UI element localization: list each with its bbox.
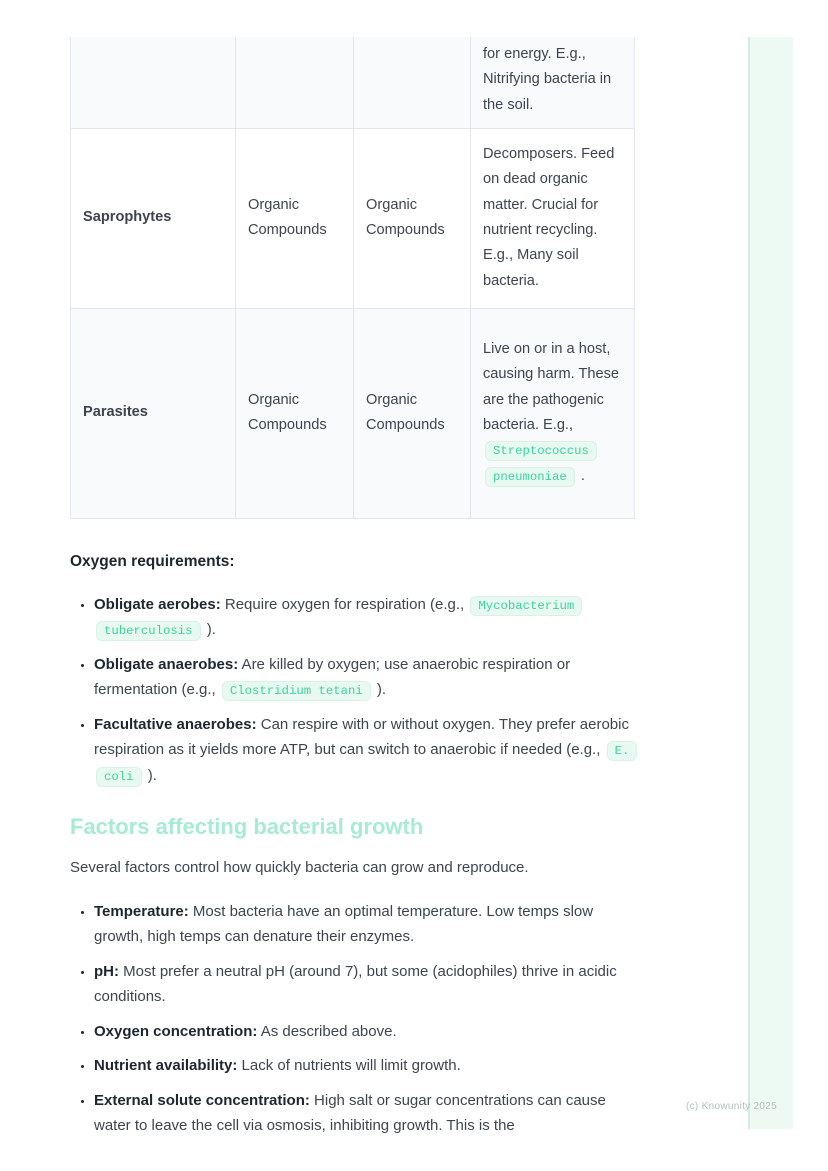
bold-lead-text: Obligate anaerobes: (94, 655, 239, 673)
species-code-chip: Streptococcus pneumoniae (485, 441, 597, 486)
bold-lead-text: Oxygen concentration: (94, 1022, 258, 1040)
table-cell: Organic Compounds (236, 128, 354, 308)
table-cell: Organic Compounds (236, 308, 354, 518)
bold-lead-text: Temperature: (94, 902, 189, 920)
list-item (94, 592, 634, 643)
list-item (94, 1088, 634, 1139)
text-run: Require oxygen for respiration (e.g., (220, 595, 469, 613)
table-cell: Organic Compounds (354, 128, 471, 308)
list-item (94, 899, 634, 950)
list-item (94, 652, 634, 703)
bacteria-nutrition-table (70, 37, 635, 519)
section-heading-growth-factors: Factors affecting bacterial growth (70, 814, 424, 839)
table-cell-type (71, 37, 236, 128)
text-run: Most bacteria have an optimal temperature. Low temps slow growth, high temps can denature their enzymes. (94, 902, 594, 945)
list-item (94, 712, 634, 789)
bold-lead-text: External solute concentration: (94, 1091, 310, 1109)
species-code-chip: Mycobacterium tuberculosis (96, 596, 582, 642)
table-cell (236, 37, 354, 128)
text-run: Lack of nutrients will limit growth. (237, 1057, 461, 1074)
oxygen-requirements-list (70, 592, 634, 789)
species-code-chip: E. coli (96, 741, 637, 787)
growth-intro-paragraph: Several factors control how quickly bacteria can grow and reproduce. (70, 859, 529, 876)
text-run: Are killed by oxygen; use anaerobic respiration or fermentation (e.g., (94, 655, 571, 698)
footer-credit: (c) Knowunity 2025 (686, 1101, 778, 1112)
text-run: ). (202, 621, 216, 638)
text-run: . (576, 467, 585, 484)
page-edge-accent-bar (748, 37, 793, 1129)
list-item (94, 1019, 634, 1045)
oxygen-requirements-heading: Oxygen requirements: (70, 552, 235, 570)
list-item (94, 959, 634, 1010)
table-cell (354, 37, 471, 128)
table-row (71, 128, 635, 308)
text-run: ). (372, 681, 387, 698)
bold-lead-text: Facultative anaerobes: (94, 715, 257, 733)
text-run: ). (143, 766, 157, 784)
text-run: Decomposers. Feed on dead organic matter. Crucial for nutrient recycling. E.g., Many soil bacteria. (483, 145, 615, 289)
text-run: Most prefer a neutral pH (around 7), but some (acidophiles) thrive in acidic conditions. (94, 962, 617, 1005)
text-run: High salt or sugar concentrations can cause water to leave the cell via osmosis, inhibiting growth. This is the (94, 1091, 606, 1134)
species-code-chip: Clostridium tetani (222, 681, 371, 701)
text-run: As described above. (257, 1022, 397, 1040)
text-run: for energy. E.g., Nitrifying bacteria in the soil. (483, 46, 612, 113)
table-row (71, 308, 635, 518)
table-cell-description (471, 128, 635, 308)
list-item (94, 1053, 634, 1079)
table-cell-description (471, 308, 635, 518)
text-run: Can respire with or without oxygen. They prefer aerobic respiration as it yields more ATP, but can switch to anaerobic if needed (e.g., (94, 715, 629, 758)
table-cell-description (471, 37, 635, 128)
bold-lead-text: Nutrient availability: (94, 1057, 238, 1074)
bold-lead-text: pH: (94, 962, 119, 980)
text-run: Live on or in a host, causing harm. These are the pathogenic bacteria. E.g., (483, 340, 620, 433)
document-content (70, 37, 634, 1148)
bold-lead-text: Obligate aerobes: (94, 595, 221, 613)
table-cell-type: Saprophytes (71, 128, 236, 308)
table-row (71, 37, 635, 128)
table-cell: Organic Compounds (354, 308, 471, 518)
table-cell-type: Parasites (71, 308, 236, 518)
growth-factors-list (70, 899, 634, 1139)
